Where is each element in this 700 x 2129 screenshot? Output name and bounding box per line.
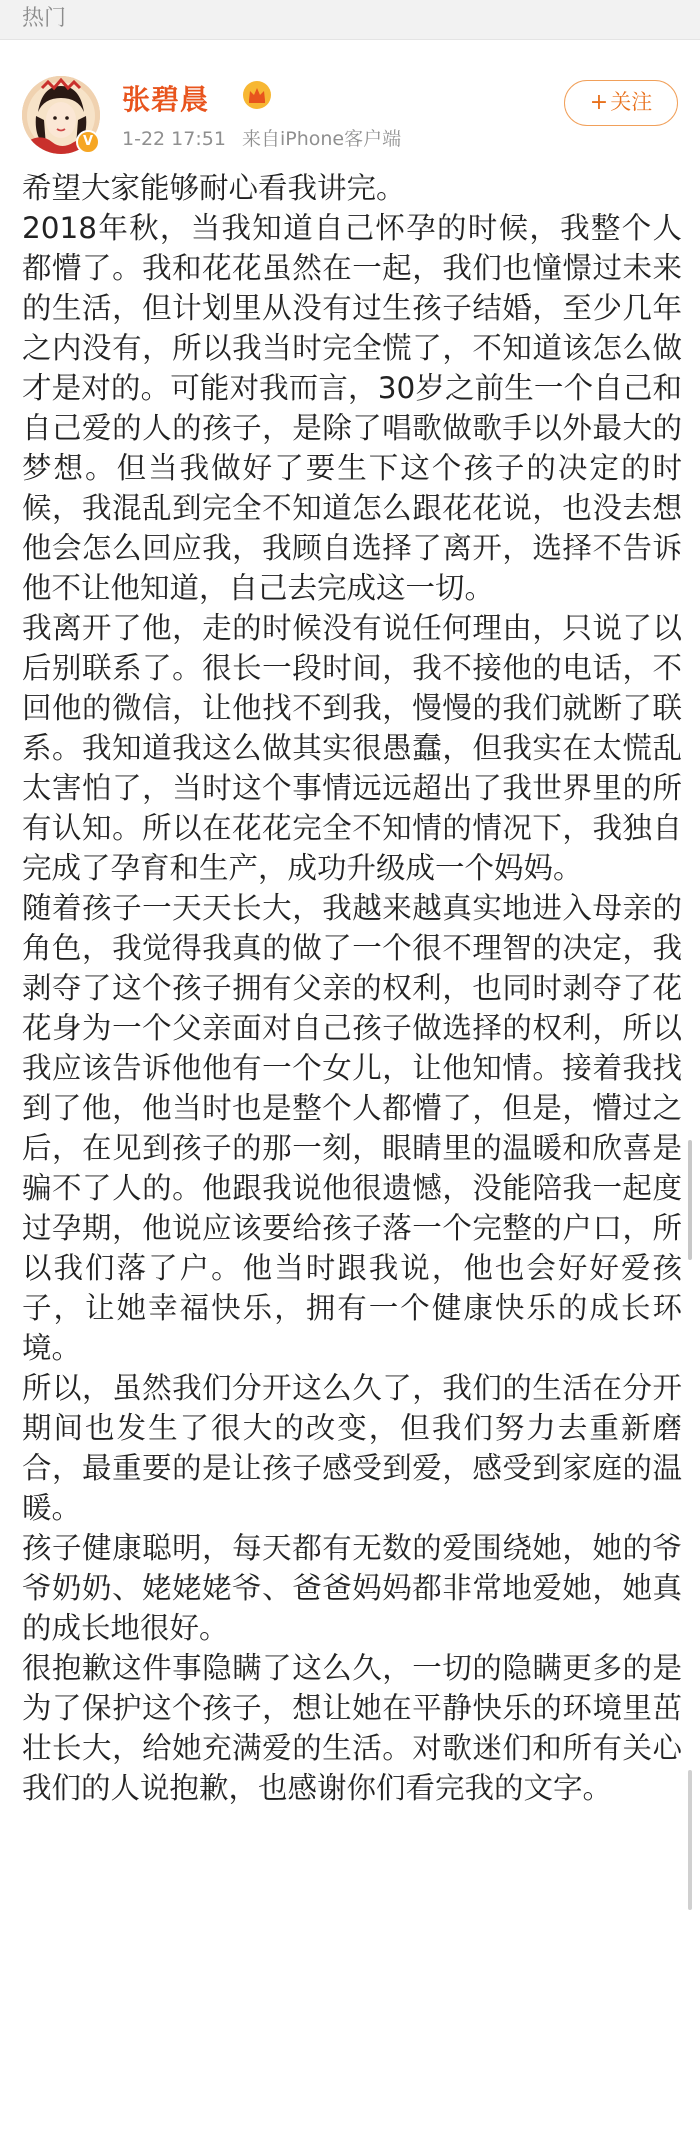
post-paragraph: 孩子健康聪明，每天都有无数的爱围绕她，她的爷爷奶奶、姥姥姥爷、爸爸妈妈都非常地爱她，她真的成长地很好。 <box>22 1531 682 1645</box>
post-paragraph: 很抱歉这件事隐瞒了这么久，一切的隐瞒更多的是为了保护这个孩子，想让她在平静快乐的环境里茁壮长大，给她充满爱的生活。对歌迷们和所有关心我们的人说抱歉，也感谢你们看完我的文字。 <box>22 1651 682 1805</box>
follow-button[interactable] <box>564 80 678 126</box>
follow-label: 关注 <box>610 90 653 114</box>
post-body <box>22 168 682 1808</box>
post-paragraph: 我离开了他，走的时候没有说任何理由，只说了以后别联系了。很长一段时间，我不接他的电话，不回他的微信，让他找不到我，慢慢的我们就断了联系。我知道我这么做其实很愚蠢，但我实在太慌乱太害怕了，当时这个事情远远超出了我世界里的所有认知。所以在花花完全不知情的情况下，我独自完成了孕育和生产，成功升级成一个妈妈。 <box>22 611 682 885</box>
post-paragraph: 随着孩子一天天长大，我越来越真实地进入母亲的角色，我觉得我真的做了一个很不理智的决定，我剥夺了这个孩子拥有父亲的权利，也同时剥夺了花花身为一个父亲面对自己孩子做选择的权利，所以我应该告诉他他有一个女儿，让他知情。接着我找到了他，他当时也是整个人都懵了，但是，懵过之后，在见到孩子的那一刻，眼睛里的温暖和欣喜是骗不了人的。他跟我说他很遗憾，没能陪我一起度过孕期，他说应该要给孩子落一个完整的户口，所以我们落了户。他当时跟我说，他也会好好爱孩子，让她幸福快乐，拥有一个健康快乐的成长环境。 <box>22 891 682 1365</box>
crown-icon <box>242 80 272 110</box>
post-source: 来自iPhone客户端 <box>241 128 402 150</box>
scrollbar-thumb[interactable] <box>688 1140 692 1260</box>
section-label-hot[interactable]: 热门 <box>0 0 700 40</box>
post-time: 1-22 17:51 <box>122 128 226 150</box>
verified-badge-icon: V <box>76 130 100 154</box>
scrollbar-thumb[interactable] <box>688 1770 692 1910</box>
post-meta <box>122 124 401 151</box>
post-header <box>0 62 700 162</box>
post-paragraph: 2018年秋，当我知道自己怀孕的时候，我整个人都懵了。我和花花虽然在一起，我们也憧憬过未来的生活，但计划里从没有过生孩子结婚，至少几年之内没有，所以我当时完全慌了，不知道该怎么做才是对的。可能对我而言，30岁之前生一个自己和自己爱的人的孩子，是除了唱歌做歌手以外最大的梦想。但当我做好了要生下这个孩子的决定的时候，我混乱到完全不知道怎么跟花花说，也没去想他会怎么回应我，我顾自选择了离开，选择不告诉他不让他知道，自己去完成这一切。 <box>22 211 682 605</box>
post-paragraph: 所以，虽然我们分开这么久了，我们的生活在分开期间也发生了很大的改变，但我们努力去重新磨合，最重要的是让孩子感受到爱，感受到家庭的温暖。 <box>22 1371 682 1525</box>
post-paragraph: 希望大家能够耐心看我讲完。 <box>22 171 406 205</box>
plus-icon: + <box>589 90 609 115</box>
author-name[interactable]: 张碧晨 <box>122 83 210 116</box>
